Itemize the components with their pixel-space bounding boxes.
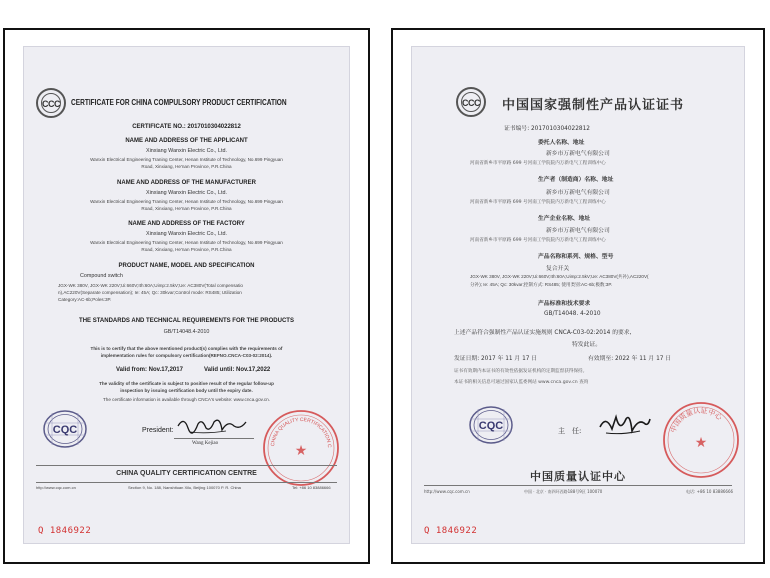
factory-address-line2: Road, Xinxiang, He'nan Province, P.R.China — [141, 247, 232, 252]
english-certificate-frame — [3, 28, 370, 564]
ccc-mark-logo — [36, 88, 66, 118]
footer-divider — [36, 465, 337, 466]
director-label-cn: 主 任: — [558, 427, 582, 435]
manufacturer-heading: NAME AND ADDRESS OF THE MANUFACTURER — [117, 180, 256, 186]
product-spec-line3: Category:AC-6b;Poles:3P. — [58, 297, 112, 302]
president-label: President: — [142, 427, 174, 434]
manufacturer-name: Xinxiang Wanxin Electric Co., Ltd. — [146, 190, 227, 196]
validity-line1: The validity of the certificate is subject to positive result of the regular follow-up — [99, 381, 274, 386]
manufacturer-name-cn: 新乡市万新电气有限公司 — [546, 190, 610, 196]
footer-divider-cn — [424, 485, 732, 486]
issuing-centre-cn: 中国质量认证中心 — [530, 470, 626, 483]
serial-number: Q 1846922 — [38, 526, 92, 536]
factory-address-cn: 河南省新乡市平原路 699 号河南工学院院内万新电气工程训练中心 — [470, 238, 606, 243]
president-name: Wang Kejiao — [192, 441, 219, 446]
issuing-centre: CHINA QUALITY CERTIFICATION CENTRE — [116, 470, 257, 477]
english-certificate-paper — [23, 46, 350, 544]
factory-heading-cn: 生产企业名称、地址 — [538, 216, 591, 222]
certificate-number-cn: 证书编号: 2017010304022812 — [504, 126, 590, 132]
footer-website: http://www.cqc.com.cn — [36, 485, 76, 490]
validity-line2-cn: 本证书的相关信息可通过国家认监委网站 www.cnca.gov.cn 查询 — [454, 380, 589, 385]
seal-text-cn: 中国质量认证中心 — [669, 406, 724, 434]
certify-line2: implementation rules for compulsory certification(REFNO.CNCA-C03-02:2014). — [100, 353, 273, 358]
ccc-mark-text: CCC — [41, 93, 61, 113]
applicant-address-cn: 河南省新乡市平原路 699 号河南工学院院内万新电气工程训练中心 — [470, 161, 606, 166]
chinese-certificate-frame — [391, 28, 765, 564]
valid-until: Valid until: Nov.17,2022 — [204, 367, 271, 373]
applicant-address-line1: Wanxin Electrical Engineering Traning Center, Henan Institute of Technology, No.699 Pingyuan — [90, 157, 283, 162]
product-spec-line2: n),AC220V(Separate compensation); Ie: 45A; Qc: 30kvar;Control mode: RS485; Utilization — [58, 290, 242, 295]
signature-line — [174, 438, 254, 439]
standards-heading-cn: 产品标准和技术要求 — [538, 301, 591, 307]
manufacturer-address-line2: Road, Xinxiang, He'nan Province, P.R.China — [141, 206, 232, 211]
standard-number-cn: GB/T14048. 4-2010 — [544, 311, 601, 317]
footer-address-cn: 中国 · 北京 · 南四环西路188号9区 100070 — [524, 489, 603, 494]
certify-line1-cn: 上述产品符合强制性产品认证实施规则 CNCA-C03-02:2014 的要求, — [454, 330, 632, 336]
footer-website-cn: http://www.cqc.com.cn — [424, 489, 470, 494]
serial-number-cn: Q 1846922 — [424, 526, 478, 536]
product-spec-line1: JGX-WK 380V, JGX-WK 220V;Ui:660V;Ith:60A;Uimp:2.5kV;Ue: AC380V(Total compensatio — [58, 283, 243, 288]
certify-line1: This is to certify that the above mentioned product(s) complies with the requirements of — [90, 346, 283, 351]
standards-heading: THE STANDARDS AND TECHNICAL REQUIREMENTS FOR THE PRODUCTS — [79, 318, 294, 324]
standard-number: GB/T14048.4-2010 — [163, 329, 210, 335]
manufacturer-heading-cn: 生产者（制造商）名称、地址 — [538, 177, 614, 183]
product-spec-line1-cn: JGX-WK 380V, JGX-WK 220V;Ui:660V;Ith:60A;Uimp:2.5kV;Ue: AC380V(共补),AC220V( — [470, 274, 649, 279]
factory-name: Xinxiang Wanxin Electric Co., Ltd. — [146, 231, 227, 237]
factory-heading: NAME AND ADDRESS OF THE FACTORY — [128, 221, 245, 227]
applicant-address-line2: Road, Xinxiang, He'nan Province, P.R.China — [141, 164, 232, 169]
expiry-date-cn: 有效期至: 2022 年 11 月 17 日 — [588, 356, 672, 362]
svg-text:★: ★ — [694, 434, 708, 450]
svg-text:中国质量认证中心 — [668, 406, 725, 434]
factory-address-line1: Wanxin Electrical Engineering Traning Center, Henan Institute of Technology, No.699 Pingyuan — [90, 240, 283, 245]
certificate-number: CERTIFICATE NO.: 2017010304022812 — [132, 124, 241, 130]
footer-telephone: Tel: +86 10 83886666 — [292, 485, 331, 490]
certificate-title: CERTIFICATE FOR CHINA COMPULSORY PRODUCT CERTIFICATION — [71, 98, 287, 107]
chinese-certificate-paper — [411, 46, 745, 544]
product-heading-cn: 产品名称和系列、规格、型号 — [538, 254, 614, 260]
cqc-logo — [42, 409, 88, 449]
applicant-name-cn: 新乡市万新电气有限公司 — [546, 151, 610, 157]
validity-line3: The certificate information is available through CNCA's website: www.cnca.gov.cn. — [102, 397, 270, 402]
applicant-name: Xinxiang Wanxin Electric Co., Ltd. — [146, 148, 227, 154]
president-signature — [176, 414, 248, 436]
applicant-heading: NAME AND ADDRESS OF THE APPLICANT — [125, 138, 248, 144]
seal-text: CHINA QUALITY CERTIFICATION C — [270, 416, 333, 448]
product-name-cn: 复合开关 — [546, 266, 570, 272]
manufacturer-address-cn: 河南省新乡市平原路 699 号河南工学院院内万新电气工程训练中心 — [470, 200, 606, 205]
factory-name-cn: 新乡市万新电气有限公司 — [546, 228, 610, 234]
product-heading: PRODUCT NAME, MODEL AND SPECIFICATION — [118, 263, 255, 269]
certify-line2-cn: 特发此证。 — [572, 342, 601, 348]
validity-line1-cn: 证书有效期内本证书的有效性依据发证机构的定期监督获得保持。 — [454, 369, 588, 374]
cqc-logo-cn — [468, 405, 514, 445]
certificate-title-cn: 中国国家强制性产品认证证书 — [502, 98, 685, 113]
validity-line2: inspection by issuing certification body until the expiry date. — [120, 388, 253, 393]
director-signature — [596, 409, 652, 439]
footer-telephone-cn: 电话: +86 10 83886666 — [686, 489, 734, 494]
product-name: Compound switch — [80, 273, 123, 279]
ccc-mark-text-cn: CCC — [461, 92, 481, 112]
issue-date-cn: 发证日期: 2017 年 11 月 17 日 — [454, 356, 538, 362]
manufacturer-address-line1: Wanxin Electrical Engineering Traning Center, Henan Institute of Technology, No.699 Pingyuan — [90, 199, 283, 204]
footer-address: Section 9, No. 188, Nanshituan Xilu, Beijing 100070 P. R. China — [128, 485, 241, 490]
applicant-heading-cn: 委托人名称、地址 — [538, 140, 585, 146]
svg-text:★: ★ — [294, 442, 308, 458]
ccc-mark-logo-cn — [456, 87, 486, 117]
footer-divider-2 — [36, 482, 337, 483]
product-spec-line2-cn: 分补); Ie: 45A; Qc: 30kvar;控制方式: RS485; 使用类别:AC-6b;极数:3P. — [470, 282, 613, 287]
valid-from: Valid from: Nov.17,2017 — [116, 367, 183, 373]
cqc-logo-text: CQC — [52, 424, 78, 436]
cqc-logo-text-cn: CQC — [478, 420, 504, 432]
